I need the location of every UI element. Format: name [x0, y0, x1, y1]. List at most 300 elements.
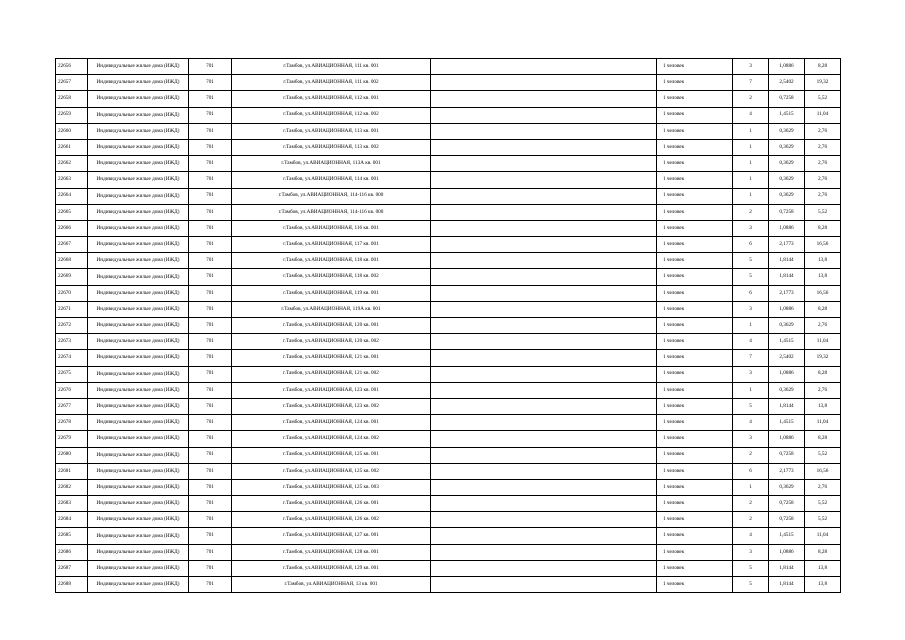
building-type-cell: Индивидуальные жилые дома (ИЖД) — [88, 220, 189, 236]
table-row — [56, 139, 841, 155]
service-code-cell: 701 — [189, 415, 232, 431]
building-type-cell: Индивидуальные жилые дома (ИЖД) — [88, 204, 189, 220]
row-number-cell: 22660 — [56, 123, 88, 139]
unit-cell: 1 человек — [657, 496, 733, 512]
row-number-cell: 22664 — [56, 188, 88, 204]
empty-cell — [431, 334, 657, 350]
data-table — [55, 58, 841, 593]
row-number-cell: 22658 — [56, 91, 88, 107]
norm-value-cell: 0,3629 — [769, 382, 805, 398]
empty-cell — [431, 350, 657, 366]
table-row — [56, 512, 841, 528]
norm-value-cell: 2,1773 — [769, 463, 805, 479]
volume-value-cell: 2,76 — [805, 479, 841, 495]
building-type-cell: Индивидуальные жилые дома (ИЖД) — [88, 366, 189, 382]
empty-cell — [431, 204, 657, 220]
empty-cell — [431, 107, 657, 123]
address-cell: г.Тамбов, ул.АВИАЦИОННАЯ, 121 кв. 002 — [232, 366, 431, 382]
table-row — [56, 431, 841, 447]
resident-count-cell: 5 — [733, 398, 769, 414]
norm-value-cell: 1,0886 — [769, 301, 805, 317]
service-code-cell: 701 — [189, 188, 232, 204]
empty-cell — [431, 269, 657, 285]
norm-value-cell: 1,8144 — [769, 398, 805, 414]
table-row — [56, 479, 841, 495]
table-row — [56, 237, 841, 253]
address-cell: г.Тамбов, ул.АВИАЦИОННАЯ, 113 кв. 001 — [232, 123, 431, 139]
row-number-cell: 22676 — [56, 382, 88, 398]
unit-cell: 1 человек — [657, 91, 733, 107]
empty-cell — [431, 301, 657, 317]
resident-count-cell: 5 — [733, 560, 769, 576]
empty-cell — [431, 318, 657, 334]
building-type-cell: Индивидуальные жилые дома (ИЖД) — [88, 75, 189, 91]
table-row — [56, 398, 841, 414]
building-type-cell: Индивидуальные жилые дома (ИЖД) — [88, 269, 189, 285]
resident-count-cell: 1 — [733, 318, 769, 334]
address-cell: г.Тамбов, ул.АВИАЦИОННАЯ, 118 кв. 002 — [232, 269, 431, 285]
resident-count-cell: 3 — [733, 431, 769, 447]
service-code-cell: 701 — [189, 123, 232, 139]
resident-count-cell: 2 — [733, 91, 769, 107]
empty-cell — [431, 544, 657, 560]
unit-cell: 1 человек — [657, 237, 733, 253]
address-cell: г.Тамбов, ул.АВИАЦИОННАЯ, 119 кв. 001 — [232, 285, 431, 301]
resident-count-cell: 4 — [733, 415, 769, 431]
resident-count-cell: 5 — [733, 253, 769, 269]
norm-value-cell: 0,7258 — [769, 91, 805, 107]
volume-value-cell: 13,8 — [805, 398, 841, 414]
empty-cell — [431, 577, 657, 593]
resident-count-cell: 1 — [733, 139, 769, 155]
empty-cell — [431, 172, 657, 188]
empty-cell — [431, 415, 657, 431]
resident-count-cell: 6 — [733, 463, 769, 479]
volume-value-cell: 2,76 — [805, 123, 841, 139]
address-cell: г.Тамбов, ул.АВИАЦИОННАЯ, 124 кв. 002 — [232, 431, 431, 447]
service-code-cell: 701 — [189, 463, 232, 479]
empty-cell — [431, 463, 657, 479]
table-row — [56, 204, 841, 220]
row-number-cell: 22678 — [56, 415, 88, 431]
table-row — [56, 156, 841, 172]
address-cell: г.Тамбов, ул.АВИАЦИОННАЯ, 126 кв. 001 — [232, 496, 431, 512]
row-number-cell: 22666 — [56, 220, 88, 236]
unit-cell: 1 человек — [657, 285, 733, 301]
row-number-cell: 22670 — [56, 285, 88, 301]
row-number-cell: 22680 — [56, 447, 88, 463]
address-cell: г.Тамбов, ул.АВИАЦИОННАЯ, 123 кв. 001 — [232, 382, 431, 398]
address-cell: г.Тамбов, ул.АВИАЦИОННАЯ, 112 кв. 002 — [232, 107, 431, 123]
building-type-cell: Индивидуальные жилые дома (ИЖД) — [88, 544, 189, 560]
address-cell: г.Тамбов, ул.АВИАЦИОННАЯ, 117 кв. 001 — [232, 237, 431, 253]
table-row — [56, 220, 841, 236]
norm-value-cell: 1,8144 — [769, 253, 805, 269]
building-type-cell: Индивидуальные жилые дома (ИЖД) — [88, 59, 189, 75]
address-cell: г.Тамбов, ул.АВИАЦИОННАЯ, 125 кв. 003 — [232, 479, 431, 495]
norm-value-cell: 1,4515 — [769, 415, 805, 431]
table-row — [56, 366, 841, 382]
empty-cell — [431, 496, 657, 512]
unit-cell: 1 человек — [657, 123, 733, 139]
address-cell: г.Тамбов, ул.АВИАЦИОННАЯ, 120 кв. 002 — [232, 334, 431, 350]
service-code-cell: 701 — [189, 577, 232, 593]
resident-count-cell: 5 — [733, 577, 769, 593]
volume-value-cell: 16,56 — [805, 285, 841, 301]
norm-value-cell: 0,3629 — [769, 156, 805, 172]
service-code-cell: 701 — [189, 382, 232, 398]
norm-value-cell: 0,7258 — [769, 447, 805, 463]
volume-value-cell: 5,52 — [805, 91, 841, 107]
volume-value-cell: 11,04 — [805, 107, 841, 123]
unit-cell: 1 человек — [657, 188, 733, 204]
unit-cell: 1 человек — [657, 301, 733, 317]
row-number-cell: 22686 — [56, 544, 88, 560]
service-code-cell: 701 — [189, 253, 232, 269]
volume-value-cell: 2,76 — [805, 156, 841, 172]
row-number-cell: 22672 — [56, 318, 88, 334]
table-row — [56, 382, 841, 398]
table-row — [56, 528, 841, 544]
address-cell: г.Тамбов, ул.АВИАЦИОННАЯ, 121 кв. 001 — [232, 350, 431, 366]
row-number-cell: 22679 — [56, 431, 88, 447]
unit-cell: 1 человек — [657, 334, 733, 350]
empty-cell — [431, 560, 657, 576]
service-code-cell: 701 — [189, 479, 232, 495]
unit-cell: 1 человек — [657, 415, 733, 431]
table-row — [56, 544, 841, 560]
resident-count-cell: 4 — [733, 528, 769, 544]
building-type-cell: Индивидуальные жилые дома (ИЖД) — [88, 560, 189, 576]
building-type-cell: Индивидуальные жилые дома (ИЖД) — [88, 350, 189, 366]
norm-value-cell: 1,0886 — [769, 544, 805, 560]
resident-count-cell: 1 — [733, 123, 769, 139]
empty-cell — [431, 528, 657, 544]
empty-cell — [431, 237, 657, 253]
unit-cell: 1 человек — [657, 544, 733, 560]
norm-value-cell: 0,3629 — [769, 172, 805, 188]
empty-cell — [431, 447, 657, 463]
volume-value-cell: 2,76 — [805, 172, 841, 188]
norm-value-cell: 2,5402 — [769, 75, 805, 91]
service-code-cell: 701 — [189, 398, 232, 414]
volume-value-cell: 13,8 — [805, 577, 841, 593]
unit-cell: 1 человек — [657, 318, 733, 334]
service-code-cell: 701 — [189, 285, 232, 301]
building-type-cell: Индивидуальные жилые дома (ИЖД) — [88, 237, 189, 253]
row-number-cell: 22665 — [56, 204, 88, 220]
resident-count-cell: 1 — [733, 156, 769, 172]
service-code-cell: 701 — [189, 318, 232, 334]
unit-cell: 1 человек — [657, 269, 733, 285]
empty-cell — [431, 398, 657, 414]
empty-cell — [431, 366, 657, 382]
table-row — [56, 463, 841, 479]
address-cell: г.Тамбов, ул.АВИАЦИОННАЯ, 114 кв. 001 — [232, 172, 431, 188]
table-row — [56, 107, 841, 123]
row-number-cell: 22677 — [56, 398, 88, 414]
norm-value-cell: 1,8144 — [769, 269, 805, 285]
empty-cell — [431, 91, 657, 107]
service-code-cell: 701 — [189, 366, 232, 382]
norm-value-cell: 1,0886 — [769, 220, 805, 236]
empty-cell — [431, 479, 657, 495]
address-cell: г.Тамбов, ул.АВИАЦИОННАЯ, 127 кв. 001 — [232, 528, 431, 544]
norm-value-cell: 0,3629 — [769, 318, 805, 334]
empty-cell — [431, 123, 657, 139]
address-cell: г.Тамбов, ул.АВИАЦИОННАЯ, 111 кв. 001 — [232, 59, 431, 75]
service-code-cell: 701 — [189, 204, 232, 220]
empty-cell — [431, 59, 657, 75]
resident-count-cell: 1 — [733, 382, 769, 398]
building-type-cell: Индивидуальные жилые дома (ИЖД) — [88, 91, 189, 107]
address-cell: г.Тамбов, ул.АВИАЦИОННАЯ, 129 кв. 001 — [232, 560, 431, 576]
norm-value-cell: 0,3629 — [769, 123, 805, 139]
table-row — [56, 560, 841, 576]
empty-cell — [431, 75, 657, 91]
norm-value-cell: 1,0886 — [769, 59, 805, 75]
building-type-cell: Индивидуальные жилые дома (ИЖД) — [88, 253, 189, 269]
volume-value-cell: 19,32 — [805, 350, 841, 366]
empty-cell — [431, 431, 657, 447]
table-row — [56, 269, 841, 285]
row-number-cell: 22675 — [56, 366, 88, 382]
row-number-cell: 22669 — [56, 269, 88, 285]
table-row — [56, 75, 841, 91]
table-row — [56, 447, 841, 463]
address-cell: г.Тамбов, ул.АВИАЦИОННАЯ, 126 кв. 002 — [232, 512, 431, 528]
address-cell: г.Тамбов, ул.АВИАЦИОННАЯ, 119А кв. 001 — [232, 301, 431, 317]
service-code-cell: 701 — [189, 560, 232, 576]
volume-value-cell: 2,76 — [805, 188, 841, 204]
norm-value-cell: 2,1773 — [769, 285, 805, 301]
resident-count-cell: 5 — [733, 269, 769, 285]
unit-cell: 1 человек — [657, 382, 733, 398]
unit-cell: 1 человек — [657, 398, 733, 414]
unit-cell: 1 человек — [657, 156, 733, 172]
resident-count-cell: 7 — [733, 75, 769, 91]
service-code-cell: 701 — [189, 350, 232, 366]
norm-value-cell: 0,7258 — [769, 496, 805, 512]
volume-value-cell: 5,52 — [805, 447, 841, 463]
address-cell: г.Тамбов, ул.АВИАЦИОННАЯ, 114-116 кв. 000 — [232, 188, 431, 204]
resident-count-cell: 4 — [733, 107, 769, 123]
unit-cell: 1 человек — [657, 512, 733, 528]
address-cell: г.Тамбов, ул.АВИАЦИОННАЯ, 125 кв. 001 — [232, 447, 431, 463]
address-cell: г.Тамбов, ул.АВИАЦИОННАЯ, 114-116 кв. 000 — [232, 204, 431, 220]
resident-count-cell: 3 — [733, 59, 769, 75]
empty-cell — [431, 188, 657, 204]
volume-value-cell: 13,8 — [805, 269, 841, 285]
resident-count-cell: 6 — [733, 285, 769, 301]
row-number-cell: 22659 — [56, 107, 88, 123]
row-number-cell: 22662 — [56, 156, 88, 172]
norm-value-cell: 1,4515 — [769, 107, 805, 123]
table-row — [56, 59, 841, 75]
building-type-cell: Индивидуальные жилые дома (ИЖД) — [88, 188, 189, 204]
empty-cell — [431, 156, 657, 172]
volume-value-cell: 19,32 — [805, 75, 841, 91]
volume-value-cell: 8,28 — [805, 431, 841, 447]
building-type-cell: Индивидуальные жилые дома (ИЖД) — [88, 415, 189, 431]
building-type-cell: Индивидуальные жилые дома (ИЖД) — [88, 447, 189, 463]
norm-value-cell: 0,7258 — [769, 512, 805, 528]
volume-value-cell: 16,56 — [805, 237, 841, 253]
table-row — [56, 577, 841, 593]
volume-value-cell: 13,8 — [805, 253, 841, 269]
building-type-cell: Индивидуальные жилые дома (ИЖД) — [88, 156, 189, 172]
resident-count-cell: 4 — [733, 334, 769, 350]
norm-value-cell: 1,8144 — [769, 577, 805, 593]
empty-cell — [431, 139, 657, 155]
row-number-cell: 22667 — [56, 237, 88, 253]
address-cell: г.Тамбов, ул.АВИАЦИОННАЯ, 116 кв. 001 — [232, 220, 431, 236]
building-type-cell: Индивидуальные жилые дома (ИЖД) — [88, 528, 189, 544]
volume-value-cell: 8,28 — [805, 366, 841, 382]
norm-value-cell: 2,1773 — [769, 237, 805, 253]
row-number-cell: 22668 — [56, 253, 88, 269]
unit-cell: 1 человек — [657, 479, 733, 495]
row-number-cell: 22657 — [56, 75, 88, 91]
building-type-cell: Индивидуальные жилые дома (ИЖД) — [88, 139, 189, 155]
building-type-cell: Индивидуальные жилые дома (ИЖД) — [88, 172, 189, 188]
norm-value-cell: 2,5402 — [769, 350, 805, 366]
resident-count-cell: 2 — [733, 496, 769, 512]
unit-cell: 1 человек — [657, 463, 733, 479]
unit-cell: 1 человек — [657, 220, 733, 236]
unit-cell: 1 человек — [657, 253, 733, 269]
row-number-cell: 22656 — [56, 59, 88, 75]
service-code-cell: 701 — [189, 172, 232, 188]
address-cell: г.Тамбов, ул.АВИАЦИОННАЯ, 113 кв. 002 — [232, 139, 431, 155]
building-type-cell: Индивидуальные жилые дома (ИЖД) — [88, 123, 189, 139]
service-code-cell: 701 — [189, 156, 232, 172]
table-row — [56, 172, 841, 188]
unit-cell: 1 человек — [657, 447, 733, 463]
service-code-cell: 701 — [189, 512, 232, 528]
unit-cell: 1 человек — [657, 75, 733, 91]
service-code-cell: 701 — [189, 237, 232, 253]
unit-cell: 1 человек — [657, 350, 733, 366]
table-row — [56, 415, 841, 431]
row-number-cell: 22688 — [56, 577, 88, 593]
row-number-cell: 22683 — [56, 496, 88, 512]
unit-cell: 1 человек — [657, 204, 733, 220]
address-cell: г.Тамбов, ул.АВИАЦИОННАЯ, 111 кв. 002 — [232, 75, 431, 91]
building-type-cell: Индивидуальные жилые дома (ИЖД) — [88, 496, 189, 512]
table-row — [56, 91, 841, 107]
address-cell: г.Тамбов, ул.АВИАЦИОННАЯ, 13 кв. 001 — [232, 577, 431, 593]
volume-value-cell: 8,28 — [805, 59, 841, 75]
building-type-cell: Индивидуальные жилые дома (ИЖД) — [88, 431, 189, 447]
volume-value-cell: 11,04 — [805, 528, 841, 544]
address-cell: г.Тамбов, ул.АВИАЦИОННАЯ, 125 кв. 002 — [232, 463, 431, 479]
row-number-cell: 22684 — [56, 512, 88, 528]
volume-value-cell: 11,04 — [805, 334, 841, 350]
unit-cell: 1 человек — [657, 577, 733, 593]
service-code-cell: 701 — [189, 139, 232, 155]
row-number-cell: 22682 — [56, 479, 88, 495]
row-number-cell: 22681 — [56, 463, 88, 479]
unit-cell: 1 человек — [657, 139, 733, 155]
norm-value-cell: 1,0886 — [769, 431, 805, 447]
resident-count-cell: 1 — [733, 479, 769, 495]
address-cell: г.Тамбов, ул.АВИАЦИОННАЯ, 118 кв. 001 — [232, 253, 431, 269]
service-code-cell: 701 — [189, 107, 232, 123]
service-code-cell: 701 — [189, 301, 232, 317]
row-number-cell: 22687 — [56, 560, 88, 576]
empty-cell — [431, 220, 657, 236]
volume-value-cell: 11,04 — [805, 415, 841, 431]
empty-cell — [431, 382, 657, 398]
building-type-cell: Индивидуальные жилые дома (ИЖД) — [88, 301, 189, 317]
building-type-cell: Индивидуальные жилые дома (ИЖД) — [88, 334, 189, 350]
row-number-cell: 22663 — [56, 172, 88, 188]
building-type-cell: Индивидуальные жилые дома (ИЖД) — [88, 382, 189, 398]
volume-value-cell: 13,8 — [805, 560, 841, 576]
building-type-cell: Индивидуальные жилые дома (ИЖД) — [88, 577, 189, 593]
volume-value-cell: 2,76 — [805, 139, 841, 155]
resident-count-cell: 1 — [733, 172, 769, 188]
table-row — [56, 334, 841, 350]
volume-value-cell: 2,76 — [805, 318, 841, 334]
address-cell: г.Тамбов, ул.АВИАЦИОННАЯ, 123 кв. 002 — [232, 398, 431, 414]
unit-cell: 1 человек — [657, 172, 733, 188]
empty-cell — [431, 253, 657, 269]
building-type-cell: Индивидуальные жилые дома (ИЖД) — [88, 285, 189, 301]
norm-value-cell: 0,7258 — [769, 204, 805, 220]
empty-cell — [431, 285, 657, 301]
unit-cell: 1 человек — [657, 107, 733, 123]
building-type-cell: Индивидуальные жилые дома (ИЖД) — [88, 463, 189, 479]
table-row — [56, 285, 841, 301]
building-type-cell: Индивидуальные жилые дома (ИЖД) — [88, 398, 189, 414]
service-code-cell: 701 — [189, 75, 232, 91]
norm-value-cell: 1,4515 — [769, 334, 805, 350]
volume-value-cell: 8,28 — [805, 220, 841, 236]
unit-cell: 1 человек — [657, 366, 733, 382]
table-row — [56, 301, 841, 317]
resident-count-cell: 3 — [733, 301, 769, 317]
resident-count-cell: 6 — [733, 237, 769, 253]
volume-value-cell: 16,56 — [805, 463, 841, 479]
service-code-cell: 701 — [189, 220, 232, 236]
table-row — [56, 253, 841, 269]
unit-cell: 1 человек — [657, 560, 733, 576]
row-number-cell: 22685 — [56, 528, 88, 544]
volume-value-cell: 8,28 — [805, 544, 841, 560]
unit-cell: 1 человек — [657, 431, 733, 447]
resident-count-cell: 2 — [733, 447, 769, 463]
address-cell: г.Тамбов, ул.АВИАЦИОННАЯ, 112 кв. 001 — [232, 91, 431, 107]
resident-count-cell: 1 — [733, 188, 769, 204]
resident-count-cell: 3 — [733, 366, 769, 382]
service-code-cell: 701 — [189, 431, 232, 447]
service-code-cell: 701 — [189, 91, 232, 107]
norm-value-cell: 0,3629 — [769, 479, 805, 495]
service-code-cell: 701 — [189, 269, 232, 285]
unit-cell: 1 человек — [657, 528, 733, 544]
norm-value-cell: 1,8144 — [769, 560, 805, 576]
building-type-cell: Индивидуальные жилые дома (ИЖД) — [88, 318, 189, 334]
address-cell: г.Тамбов, ул.АВИАЦИОННАЯ, 113А кв. 001 — [232, 156, 431, 172]
row-number-cell: 22673 — [56, 334, 88, 350]
volume-value-cell: 2,76 — [805, 382, 841, 398]
row-number-cell: 22661 — [56, 139, 88, 155]
resident-count-cell: 2 — [733, 204, 769, 220]
resident-count-cell: 3 — [733, 544, 769, 560]
norm-value-cell: 1,0886 — [769, 366, 805, 382]
